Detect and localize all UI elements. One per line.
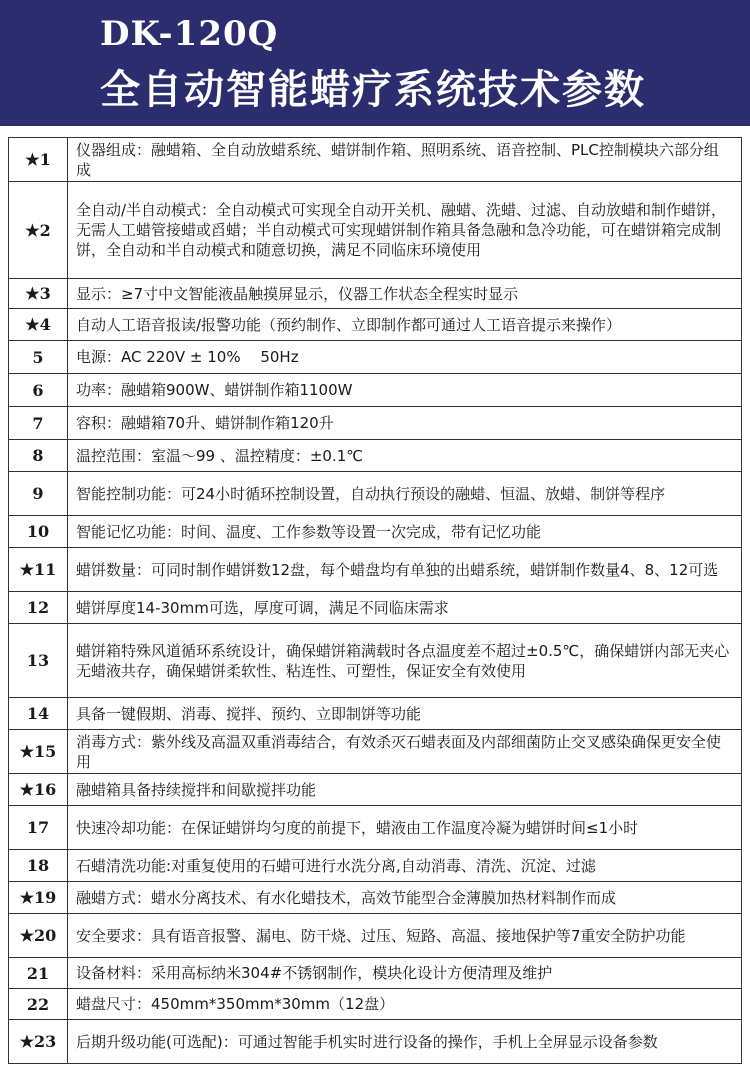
- row-number: 10: [9, 516, 68, 548]
- row-number: 8: [9, 440, 68, 472]
- model-number: DK-120Q: [100, 14, 279, 54]
- row-text: 蜡饼箱特殊风道循环系统设计，确保蜡饼箱满载时各点温度差不超过±0.5℃，确保蜡饼内部无夹心无蜡液共存，确保蜡饼柔软性、粘连性、可塑性，保证安全有效使用: [68, 624, 742, 698]
- row-number: ★1: [9, 138, 68, 182]
- row-number: ★4: [9, 309, 68, 341]
- row-text: 融蜡箱具备持续搅拌和间歇搅拌功能: [68, 774, 742, 806]
- table-row: [9, 774, 742, 806]
- table-row: [9, 440, 742, 472]
- table-row: [9, 138, 742, 182]
- row-number: 22: [9, 989, 68, 1020]
- table-row: [9, 472, 742, 516]
- table-row: [9, 624, 742, 698]
- table-row: [9, 516, 742, 548]
- table-row: [9, 279, 742, 309]
- row-number: 9: [9, 472, 68, 516]
- row-text: 智能记忆功能：时间、温度、工作参数等设置一次完成，带有记忆功能: [68, 516, 742, 548]
- row-text: 设备材料：采用高标纳米304#不锈钢制作，模块化设计方便清理及维护: [68, 958, 742, 989]
- row-number: 5: [9, 341, 68, 374]
- row-number: 13: [9, 624, 68, 698]
- row-number: 21: [9, 958, 68, 989]
- row-text: 石蜡清洗功能:对重复使用的石蜡可进行水洗分离,自动消毒、清洗、沉淀、过滤: [68, 850, 742, 882]
- table-row: [9, 730, 742, 774]
- row-text: 快速冷却功能：在保证蜡饼均匀度的前提下，蜡液由工作温度冷凝为蜡饼时间≤1小时: [68, 806, 742, 850]
- table-row: [9, 698, 742, 730]
- row-text: 蜡饼数量：可同时制作蜡饼数12盘，每个蜡盘均有单独的出蜡系统，蜡饼制作数量4、8、12可选: [68, 548, 742, 592]
- row-text: 仪器组成：融蜡箱、全自动放蜡系统、蜡饼制作箱、照明系统、语音控制、PLC控制模块六部分组成: [68, 138, 742, 182]
- row-text: 后期升级功能(可选配)：可通过智能手机实时进行设备的操作，手机上全屏显示设备参数: [68, 1020, 742, 1064]
- row-number: ★20: [9, 914, 68, 958]
- row-text: 安全要求：具有语音报警、漏电、防干烧、过压、短路、高温、接地保护等7重安全防护功能: [68, 914, 742, 958]
- table-row: [9, 989, 742, 1020]
- row-number: ★2: [9, 182, 68, 279]
- table-row: [9, 806, 742, 850]
- table-row: [9, 341, 742, 374]
- row-text: 温控范围：室温～99 、温控精度：±0.1℃: [68, 440, 742, 472]
- header-banner: [0, 0, 750, 126]
- row-number: 7: [9, 407, 68, 440]
- spec-table: [8, 137, 742, 1064]
- row-number: ★19: [9, 882, 68, 914]
- row-number: 18: [9, 850, 68, 882]
- table-row: [9, 1020, 742, 1064]
- table-row: [9, 958, 742, 989]
- table-row: [9, 592, 742, 624]
- row-number: 6: [9, 374, 68, 407]
- row-text: 功率：融蜡箱900W、蜡饼制作箱1100W: [68, 374, 742, 407]
- page-title: 全自动智能蜡疗系统技术参数: [100, 66, 646, 113]
- row-number: ★11: [9, 548, 68, 592]
- row-number: ★3: [9, 279, 68, 309]
- row-text: 蜡盘尺寸：450mm*350mm*30mm（12盘）: [68, 989, 742, 1020]
- row-text: 容积：融蜡箱70升、蜡饼制作箱120升: [68, 407, 742, 440]
- row-text: 消毒方式：紫外线及高温双重消毒结合，有效杀灭石蜡表面及内部细菌防止交叉感染确保更安全使用: [68, 730, 742, 774]
- table-row: [9, 407, 742, 440]
- table-row: [9, 548, 742, 592]
- table-row: [9, 309, 742, 341]
- row-text: 智能控制功能：可24小时循环控制设置，自动执行预设的融蜡、恒温、放蜡、制饼等程序: [68, 472, 742, 516]
- table-row: [9, 850, 742, 882]
- row-number: ★23: [9, 1020, 68, 1064]
- row-number: ★15: [9, 730, 68, 774]
- table-row: [9, 914, 742, 958]
- table-row: [9, 374, 742, 407]
- table-row: [9, 182, 742, 279]
- row-text: 自动人工语音报读/报警功能（预约制作、立即制作都可通过人工语音提示来操作）: [68, 309, 742, 341]
- row-number: 12: [9, 592, 68, 624]
- row-text: 全自动/半自动模式：全自动模式可实现全自动开关机、融蜡、洗蜡、过滤、自动放蜡和制作蜡饼，无需人工蜡管接蜡或舀蜡；半自动模式可实现蜡饼制作箱具备急融和急冷功能，可在蜡饼箱完成制饼，全自动和半自动模式和随意切换，满足不同临床环境使用: [68, 182, 742, 279]
- row-text: 显示：≥7寸中文智能液晶触摸屏显示，仪器工作状态全程实时显示: [68, 279, 742, 309]
- row-text: 电源：AC 220V ± 10% 50Hz: [68, 341, 742, 374]
- row-text: 蜡饼厚度14-30mm可选，厚度可调，满足不同临床需求: [68, 592, 742, 624]
- row-number: ★16: [9, 774, 68, 806]
- table-row: [9, 882, 742, 914]
- row-text: 融蜡方式：蜡水分离技术、有水化蜡技术，高效节能型合金薄膜加热材料制作而成: [68, 882, 742, 914]
- row-number: 17: [9, 806, 68, 850]
- row-text: 具备一键假期、消毒、搅拌、预约、立即制饼等功能: [68, 698, 742, 730]
- row-number: 14: [9, 698, 68, 730]
